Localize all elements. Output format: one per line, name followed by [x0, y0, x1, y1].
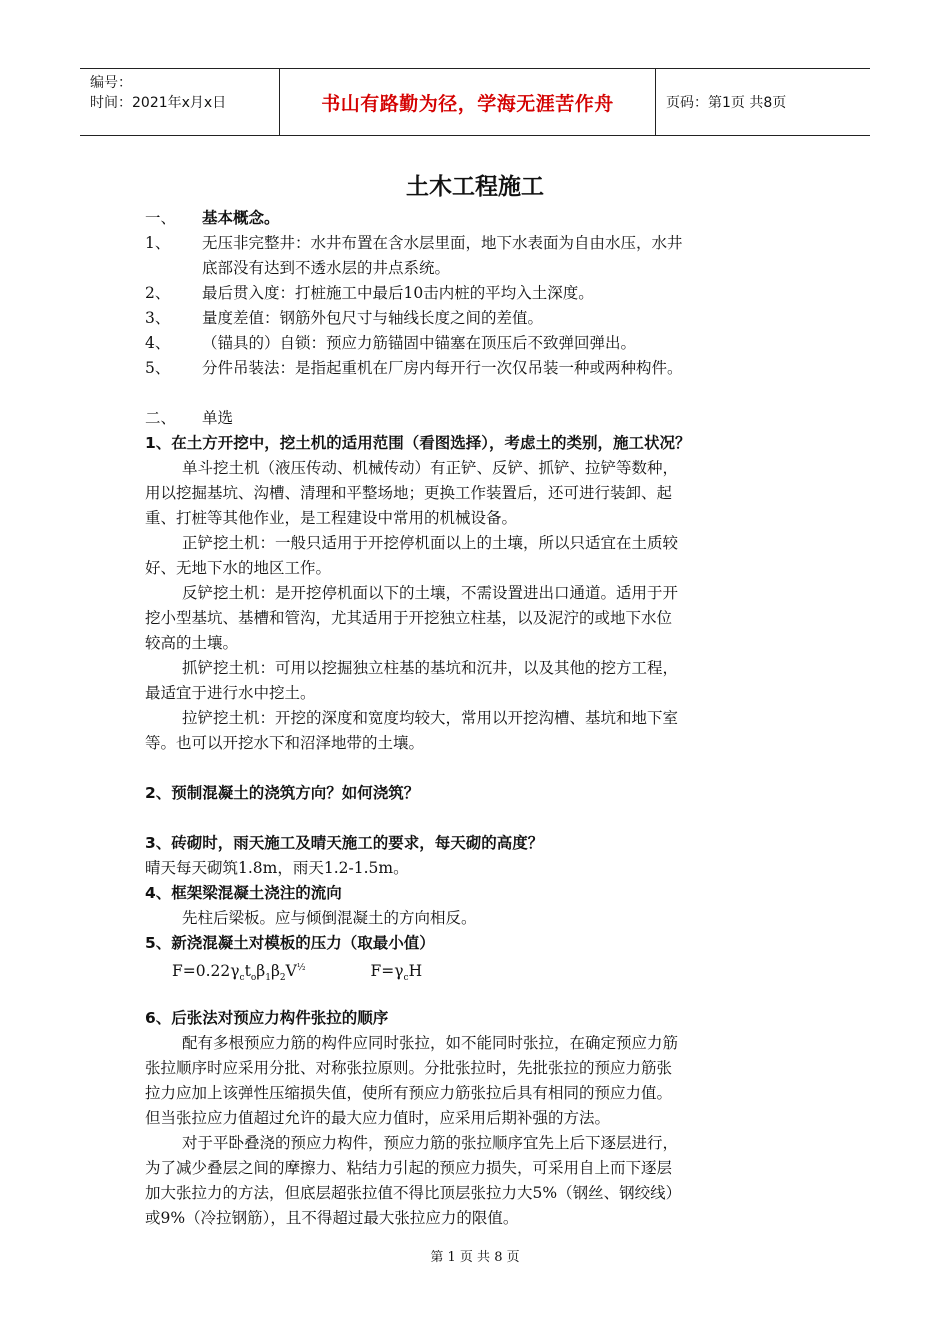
q5-formulas — [145, 956, 825, 984]
document-title: 土木工程施工 — [406, 174, 544, 200]
header-meta — [80, 69, 280, 135]
q1-line: 最适宜于进行水中挖土。 — [145, 684, 316, 702]
page-header — [80, 68, 870, 136]
q6-title: 6、后张法对预应力构件张拉的顺序 — [145, 1009, 389, 1027]
q6-line: 配有多根预应力筋的构件应同时张拉，如不能同时张拉，在确定预应力筋 — [182, 1034, 679, 1052]
q6-line: 加大张拉力的方法，但底层超张拉值不得比顶层张拉力大5%（钢丝、钢绞线） — [145, 1184, 682, 1202]
concept-item-1-cont: 底部没有达到不透水层的井点系统。 — [202, 259, 451, 277]
concept-item-2: 2、 最后贯入度：打桩施工中最后10击内桩的平均入土深度。 — [145, 284, 594, 302]
concept-item-4: 4、 （锚具的）自锁：预应力筋锚固中锚塞在顶压后不致弹回弹出。 — [145, 334, 637, 352]
q4-answer: 先柱后梁板。应与倾倒混凝土的方向相反。 — [182, 909, 477, 927]
q1-line: 好、无地下水的地区工作。 — [145, 559, 332, 577]
q6-line: 拉力应加上该弹性压缩损失值，使所有预应力筋张拉后具有相同的预应力值。 — [145, 1084, 673, 1102]
q6-line: 或9%（冷拉钢筋），且不得超过最大张拉应力的限值。 — [145, 1209, 519, 1227]
page-footer: 第 1 页 共 8 页 — [430, 1250, 520, 1265]
q1-title: 1、在土方开挖中，挖土机的适用范围（看图选择），考虑土的类别，施工状况？ — [145, 434, 691, 452]
formula-1: $F=0.22\gamma_ct_o\beta_1\beta_2V^{\frac{1}{2}}$ — [172, 962, 306, 984]
q5-title: 5、新浇混凝土对模板的压力（取最小值） — [145, 934, 435, 952]
q1-line: 单斗挖土机（液压传动、机械传动）有正铲、反铲、抓铲、拉铲等数种， — [182, 459, 679, 477]
q6-line: 对于平卧叠浇的预应力构件，预应力筋的张拉顺序宜先上后下逐层进行， — [182, 1134, 679, 1152]
q1-line: 用以挖掘基坑、沟槽、清理和平整场地；更换工作装置后，还可进行装卸、起 — [145, 484, 673, 502]
q4-title: 4、框架梁混凝土浇注的流向 — [145, 884, 342, 902]
q1-line: 较高的土壤。 — [145, 634, 239, 652]
section1-heading: 一、 基本概念。 — [145, 209, 280, 227]
header-motto: 书山有路勤为径，学海无涯苦作舟 — [280, 69, 656, 135]
q1-line: 挖小型基坑、基槽和管沟，尤其适用于开挖独立柱基，以及泥泞的或地下水位 — [145, 609, 673, 627]
q1-line: 等。也可以开挖水下和沼泽地带的土壤。 — [145, 734, 425, 752]
document-body — [145, 206, 825, 1231]
concept-item-5: 5、 分件吊装法：是指起重机在厂房内每开行一次仅吊装一种或两种构件。 — [145, 359, 683, 377]
q1-line: 重、打桩等其他作业，是工程建设中常用的机械设备。 — [145, 509, 518, 527]
q6-line: 张拉顺序时应采用分批、对称张拉原则。分批张拉时，先批张拉的预应力筋张 — [145, 1059, 673, 1077]
section2-heading: 二、 单选 — [145, 409, 234, 427]
q2-title: 2、预制混凝土的浇筑方向？如何浇筑？ — [145, 784, 420, 802]
formula-2: $F=\gamma_cH$ — [370, 962, 423, 984]
q6-line: 为了减少叠层之间的摩擦力、粘结力引起的预应力损失，可采用自上而下逐层 — [145, 1159, 673, 1177]
concept-item-1: 1、 无压非完整井：水井布置在含水层里面，地下水表面为自由水压，水井 — [145, 234, 683, 252]
q6-line: 但当张拉应力值超过允许的最大应力值时，应采用后期补强的方法。 — [145, 1109, 611, 1127]
q1-line: 抓铲挖土机：可用以挖掘独立柱基的基坑和沉井，以及其他的挖方工程， — [182, 659, 679, 677]
header-number: 编号： — [90, 75, 132, 91]
concept-item-3: 3、 量度差值：钢筋外包尺寸与轴线长度之间的差值。 — [145, 309, 544, 327]
q1-line: 反铲挖土机：是开挖停机面以下的土壤，不需设置进出口通道。适用于开 — [182, 584, 679, 602]
q1-line: 正铲挖土机：一般只适用于开挖停机面以上的土壤，所以只适宜在土质较 — [182, 534, 679, 552]
q3-answer: 晴天每天砌筑1.8m，雨天1.2-1.5m。 — [145, 859, 409, 877]
q1-line: 拉铲挖土机：开挖的深度和宽度均较大，常用以开挖沟槽、基坑和地下室 — [182, 709, 679, 727]
header-page-label: 页码：第1页 共8页 — [666, 95, 787, 111]
header-date: 时间：2021年x月x日 — [90, 95, 227, 111]
q3-title: 3、砖砌时，雨天施工及晴天施工的要求，每天砌的高度？ — [145, 834, 544, 852]
